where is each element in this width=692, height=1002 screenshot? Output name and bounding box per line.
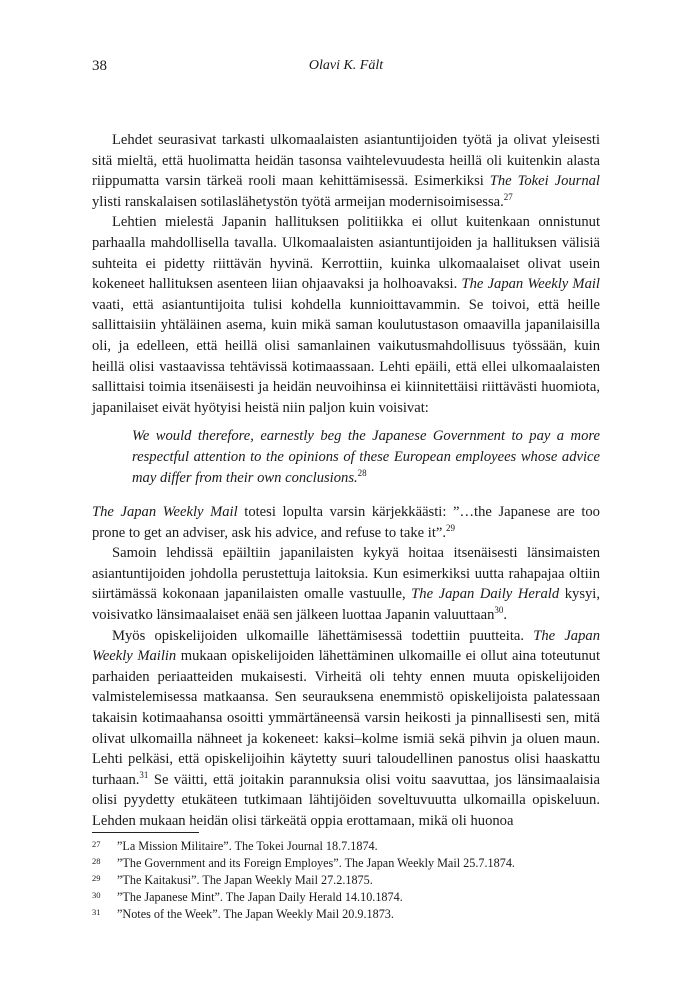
paragraph-5: Myös opiskelijoiden ulkomaille lähettämisessä todettiin puutteita. The Japan Weekly Mailin mukaan opiskelijoiden lähettäminen ulkomaille ei ollut aina toteutunut parhaiden periaatteiden mukaisesti. Virheitä oli tehty ennen muuta opiskelijoiden valmistelemisessa matkaansa. Sen seurauksena enemmistö opiskelijoista palatessaan takaisin kotimaahansa osoitti ymmärtäneensä varsin heikosti ja pinnallisesti sen, mitä olivat ulkomailla nähneet ja kokeneet: kaksi–kolme ismiä sekä pihvin ja oluen maun. Lehti pelkäsi, että opiskelijoihin käytetty suuri taloudellinen panostus olisi haaskattu turhaan.$^{31}$ Se väitti, että joitakin parannuksia olisi voitu saavuttaa, jos länsimaalaisia olisi pyydetty etukäteen tutkimaan lähtijöiden soveltuvuutta ulkomailla opiskeluun. Lehden mukaan heidän olisi tärkeätä oppia erottamaan, mikä oli huonoa — [92, 627, 600, 829]
footnote-text: ”The Kaitakusi”. The Japan Weekly Mail 27.2.1875. — [117, 873, 373, 887]
footnote-item — [92, 855, 600, 872]
page-header — [92, 58, 600, 78]
block-quote: We would therefore, earnestly beg the Japanese Government to pay a more respectful attention to the opinions of these European employees whose advice may differ from their own conclusions.$^{28}$ — [132, 428, 600, 486]
footnote-number: 29 — [92, 873, 101, 883]
footnote-number: 31 — [92, 907, 101, 917]
footnote-text: ”Notes of the Week”. The Japan Weekly Mail 20.9.1873. — [117, 907, 394, 921]
footnote-item — [92, 906, 600, 923]
footnotes — [92, 838, 600, 923]
publication-title: The Japan Weekly Mail — [461, 276, 600, 293]
footnote-ref-31[interactable]: 31 — [139, 769, 149, 780]
footnote-number: 27 — [92, 839, 101, 849]
paragraph-1: Lehdet seurasivat tarkasti ulkomaalaisten asiantuntijoiden työtä ja olivat yleisesti sitä mieltä, että huolimatta heidän tasonsa vaihtelevuudesta heillä oli kuitenkin alasta riippumatta varsin tärkeä rooli maan kehittämisessä. Esimerkiksi The Tokei Journal ylisti ranskalaisen sotilaslähetystön työtä armeijan modernisoimisessa.$^{27}$ — [92, 132, 600, 210]
body-text — [92, 130, 600, 832]
footnote-item — [92, 838, 600, 855]
footnote-item — [92, 889, 600, 906]
footnote-separator — [92, 832, 199, 833]
footnote-text: ”The Government and its Foreign Employes”. The Japan Weekly Mail 25.7.1874. — [117, 856, 515, 870]
footnote-ref-28[interactable]: 28 — [357, 467, 367, 478]
running-head: Olavi K. Fält — [308, 58, 384, 73]
footnote-ref-30[interactable]: 30 — [494, 605, 504, 616]
footnote-ref-29[interactable]: 29 — [446, 522, 455, 533]
footnote-text: ”The Japanese Mint”. The Japan Daily Herald 14.10.1874. — [117, 890, 403, 904]
publication-title: The Japan Daily Herald — [411, 586, 560, 603]
paragraph-2: Lehtien mielestä Japanin hallituksen politiikka ei ollut kuitenkaan onnistunut parhaalla mahdollisella tavalla. Ulkomaalaisten asiantuntijoiden ja hallituksen välisiä suhteita ei pidetty riittävän hyvinä. Kerrottiin, kuinka ulkomaalaiset olivat usein kokeneet hallituksen asenteen liian ohjaavaksi ja holhoavaksi. The Japan Weekly Mail vaati, että asiantuntijoita tulisi kohdella kunnioittavammin. Se toivoi, että heille sallittaisiin yhtäläinen asema, kuin mikä saman koulutustason omaavilla japanilaisilla oli, ja edelleen, että heillä olisi samanlainen vaikutusmahdollisuus työssään, kuin heillä olisi vastaavissa tehtävissä kotimaassaan. Lehti epäili, että ellei ulkomaalaisten sallittaisi toimia itsenäisesti ja heidän neuvoihinsa ei kiinnitettäisi riittävästi huomiota, japanilaiset eivät hyötyisi heistä niin paljon kuin voisivat: — [92, 214, 600, 416]
footnote-text: ”La Mission Militaire”. The Tokei Journal 18.7.1874. — [117, 839, 378, 853]
footnote-ref-27[interactable]: 27 — [503, 191, 513, 202]
publication-title: The Tokei Journal — [489, 173, 600, 190]
footnote-number: 30 — [92, 890, 101, 900]
footnote-item — [92, 872, 600, 889]
publication-title: The Japan Weekly Mailin — [92, 627, 600, 665]
publication-title: The Japan Weekly Mail — [92, 504, 238, 521]
footnote-number: 28 — [92, 856, 101, 866]
page-number: 38 — [92, 58, 107, 74]
paragraph-3: The Japan Weekly Mail totesi lopulta varsin kärjekkäästi: ”…the Japanese are too prone to get an adviser, ask his advice, and refuse to take it”.$^{29}$ — [92, 504, 600, 541]
paragraph-4: Samoin lehdissä epäiltiin japanilaisten kykyä hoitaa itsenäisesti länsimaisten asiantuntijoiden johdolla perustettuja laitoksia. Kun esimerkiksi uutta rahapajaa oltiin siirtämässä kokonaan japanilaisten omalle vastuulle, The Japan Daily Herald kysyi, voisivatko länsimaalaiset enää sen jälkeen luottaa Japanin valuuttaan$^{30}$. — [92, 545, 600, 624]
